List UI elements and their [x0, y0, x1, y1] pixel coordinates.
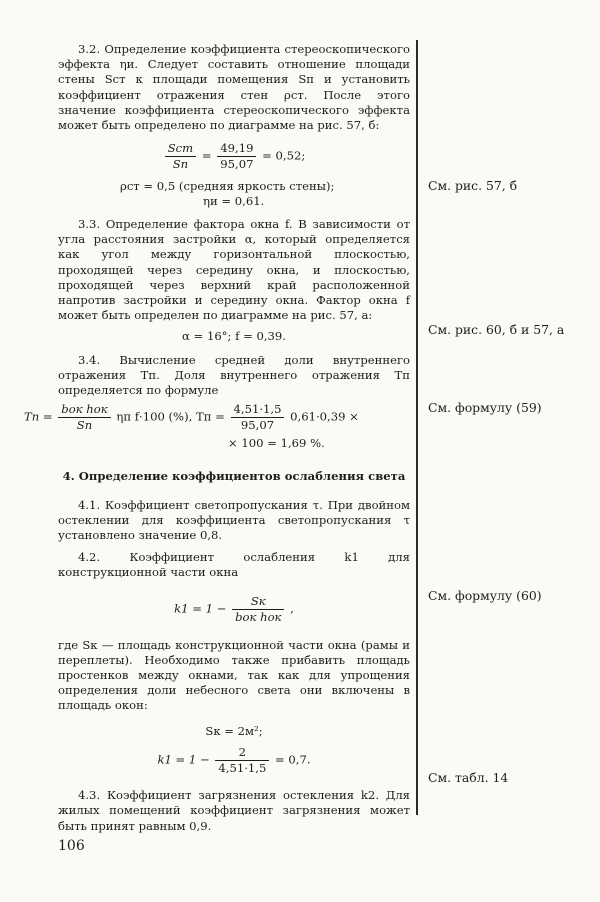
margin-rule	[416, 40, 418, 815]
formula-k1-value: k1 = 1 − $\frac{2}{4,51\cdot 1,5}$ = 0,7.	[157, 744, 311, 775]
margin-note-fig57b: См. рис. 57, б	[428, 178, 518, 193]
margin-note-table14: См. табл. 14	[428, 770, 509, 785]
section-heading-4: 4. Определение коэффициентов ослабления света	[62, 468, 406, 483]
paragraph-4-1: 4.1. Коэффициент светопропускания τ. При двойном остеклении для коэффициента светопропускания τ установлено значение 0,8.	[58, 498, 410, 543]
main-text-column	[24, 42, 410, 834]
formula-alpha: α = 16°; f = 0,39.	[182, 329, 286, 344]
margin-note-formula59: См. формулу (59)	[428, 400, 542, 415]
formula-rho: ρст = 0,5 (средняя яркость стены);	[120, 178, 335, 193]
paragraph-3-3: 3.3. Определение фактора окна f. В зависимости от угла расстояния застройки α, который определяется как угол между горизонтальной плоскостью, проходящей через середину окна, и плоскостью, проходящей через верхний край расположенной напротив застройки и середину окна. Фактор окна f может быть определен по диаграмме на рис. 57, а:	[58, 217, 410, 323]
paragraph-3-4: 3.4. Вычисление средней доли внутреннего отражения Tп. Доля внутреннего отражения Tп определяется по формуле	[58, 352, 410, 398]
formula-area-ratio: $\frac{\text{Sст}}{Sп}$ = $\frac{49,19}{95,07}$ = 0,52;	[58, 141, 410, 172]
margin-note-formula60: См. формулу (60)	[428, 588, 542, 603]
formula-sk: Sк = 2м²;	[205, 723, 263, 738]
margin-note-fig60: См. рис. 60, б и 57, а	[428, 322, 565, 337]
paragraph-3-2: 3.2. Определение коэффициента стереоскопического эффекта ηи. Следует составить отношение площади стены Sст к площади помещения Sп и установить коэффициент отражения стен ρст. После этого значение коэффициента стереоскопического эффекта может быть определено по диаграмме на рис. 57, б:	[58, 42, 410, 133]
paragraph-4-2-note: где Sк — площадь конструкционной части окна (рамы и переплеты). Необходимо также прибавить площадь простенков между окнами, так как для упрощения определения доли небесного света они включены в площадь окон:	[58, 637, 410, 713]
formula-tp-result: × 100 = 1,69 %.	[228, 435, 325, 450]
paragraph-4-3: 4.3. Коэффициент загрязнения остекления k2. Для жилых помещений коэффициент загрязнения может быть принят равным 0,9.	[58, 788, 410, 833]
fraction-values: $\frac{49,19}{95,07}$	[217, 141, 256, 172]
fraction-s-ratio: $\frac{\text{Sст}}{Sп}$	[165, 141, 196, 172]
formula-eta: ηи = 0,61.	[203, 193, 265, 208]
paragraph-4-2: 4.2. Коэффициент ослабления k1 для конструкционной части окна	[58, 549, 410, 579]
page-number: 106	[58, 838, 85, 854]
formula-tp: Tп = $\frac{\text{bок hок}}{Sп}$ ηп f·100 (%), Tп = $\frac{4,51\cdot 1,5}{95,07}$ 0,61·0,39 ×	[24, 402, 359, 433]
formula-k1: k1 = 1 − $\frac{Sк}{\text{bок hок}}$ ,	[174, 594, 294, 625]
